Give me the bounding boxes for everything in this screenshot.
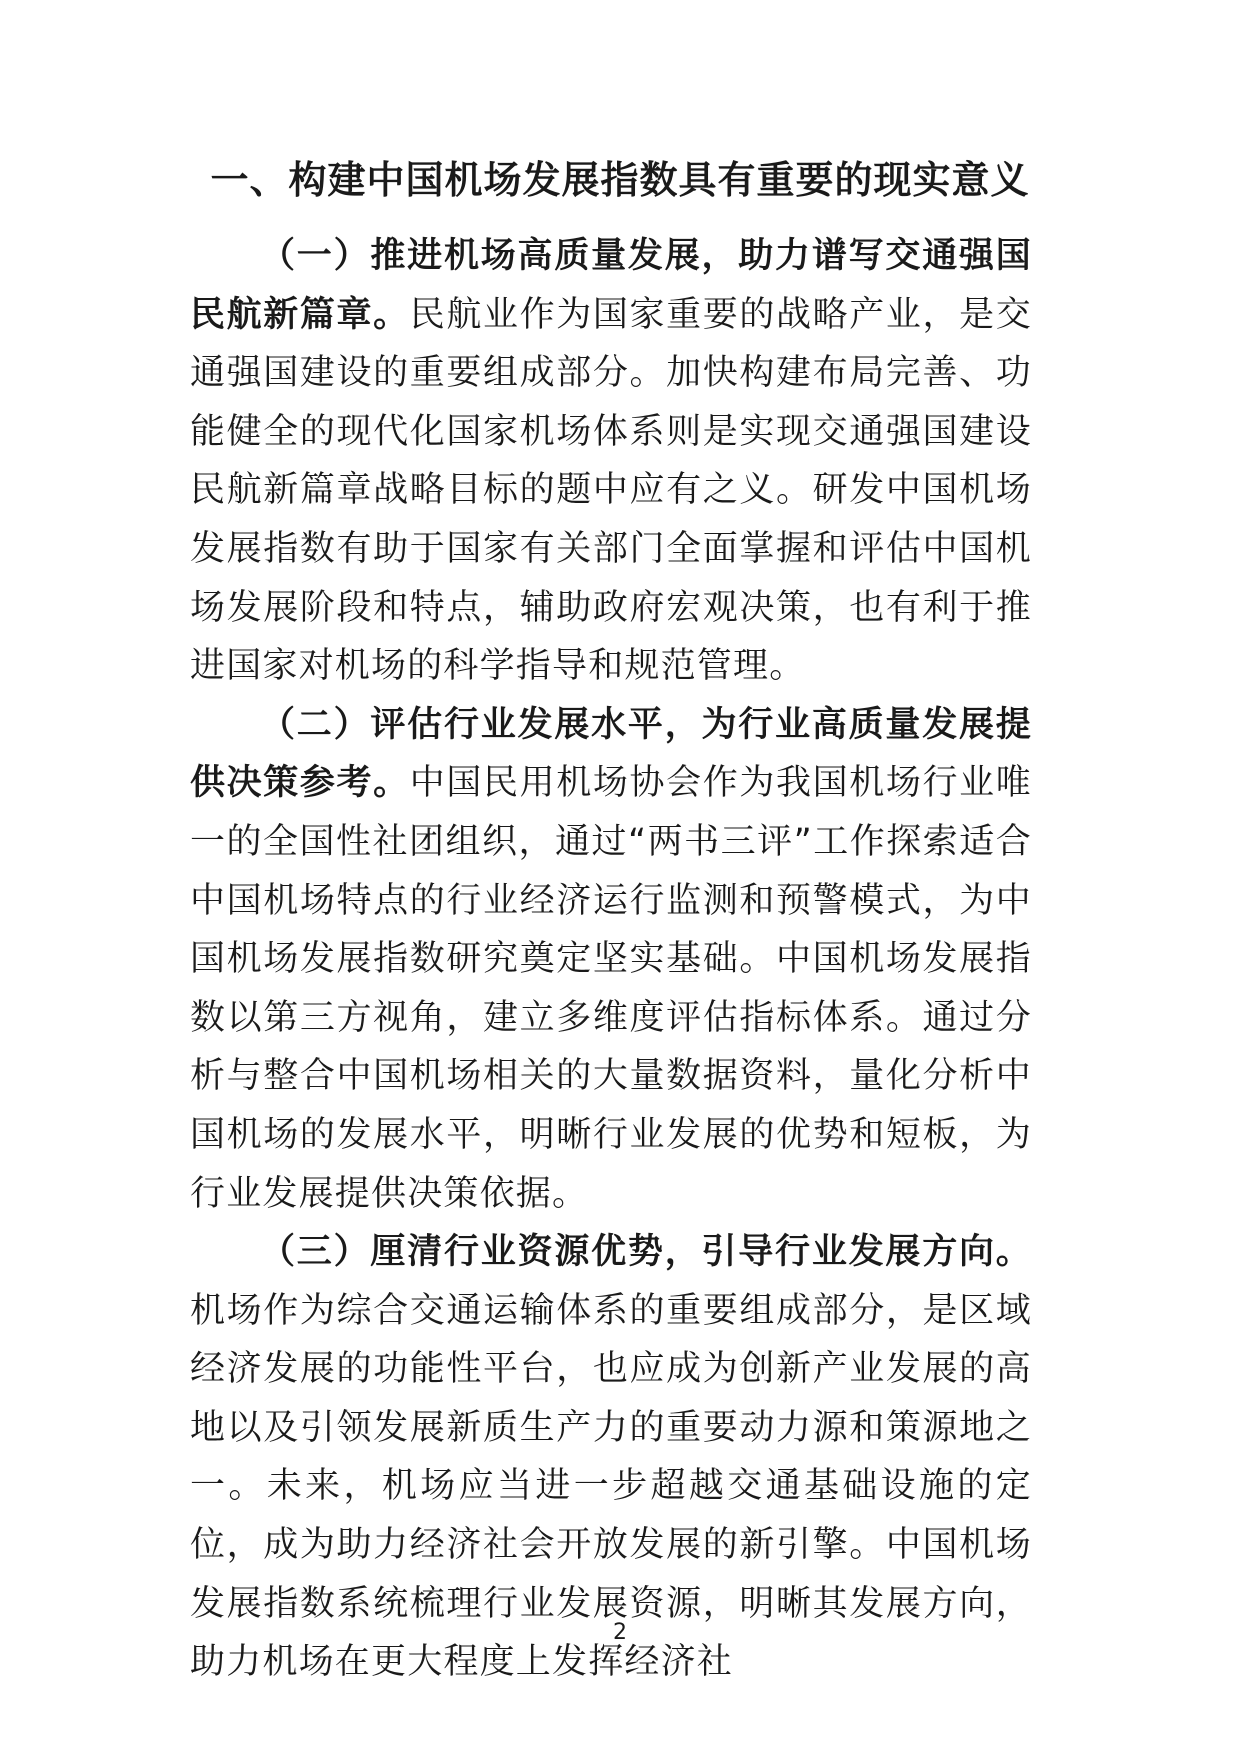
section-heading: 一、构建中国机场发展指数具有重要的现实意义 <box>210 158 1030 202</box>
paragraph-1-body: 民航业作为国家重要的战略产业，是交通强国建设的重要组成部分。加快构建布局完善、功能健全的现代化国家机场体系则是实现交通强国建设民航新篇章战略目标的题中应有之义。研发中国机场发展指数有助于国家有关部门全面掌握和评估中国机场发展阶段和特点，辅助政府宏观决策，也有利于推进国家对机场的科学指导和规范管理。 <box>190 294 1032 687</box>
paragraph-3-lead: （三）厘清行业资源优势，引导行业发展方向。 <box>260 1232 1032 1273</box>
paragraph-1-lead: （一）推进机场高质量发展，助力谱写交通强国民航新篇章。 <box>190 236 1032 335</box>
paragraph-3-body: 机场作为综合交通运输体系的重要组成部分，是区域经济发展的功能性平台，也应成为创新产业发展的高地以及引领发展新质生产力的重要动力源和策源地之一。未来，机场应当进一步超越交通基础设施的定位，成为助力经济社会开放发展的新引擎。中国机场发展指数系统梳理行业发展资源，明晰其发展方向，助力机场在更大程度上发挥经济社 <box>190 1290 1032 1683</box>
paragraph-2-lead: （二）评估行业发展水平，为行业高质量发展提供决策参考。 <box>190 704 1032 804</box>
paragraph-2-body: 中国民用机场协会作为我国机场行业唯一的全国性社团组织，通过“两书三评”工作探索适合中国机场特点的行业经济运行监测和预警模式，为中国机场发展指数研究奠定坚实基础。中国机场发展指数以第三方视角，建立多维度评估指标体系。通过分析与整合中国机场相关的大量数据资料，量化分析中国机场的发展水平，明晰行业发展的优势和短板，为行业发展提供决策依据。 <box>190 763 1032 1214</box>
paragraph-1 <box>190 227 1032 696</box>
page-number: 2 <box>613 1620 627 1645</box>
paragraph-2 <box>190 696 1032 1223</box>
body-text <box>190 227 1032 1692</box>
